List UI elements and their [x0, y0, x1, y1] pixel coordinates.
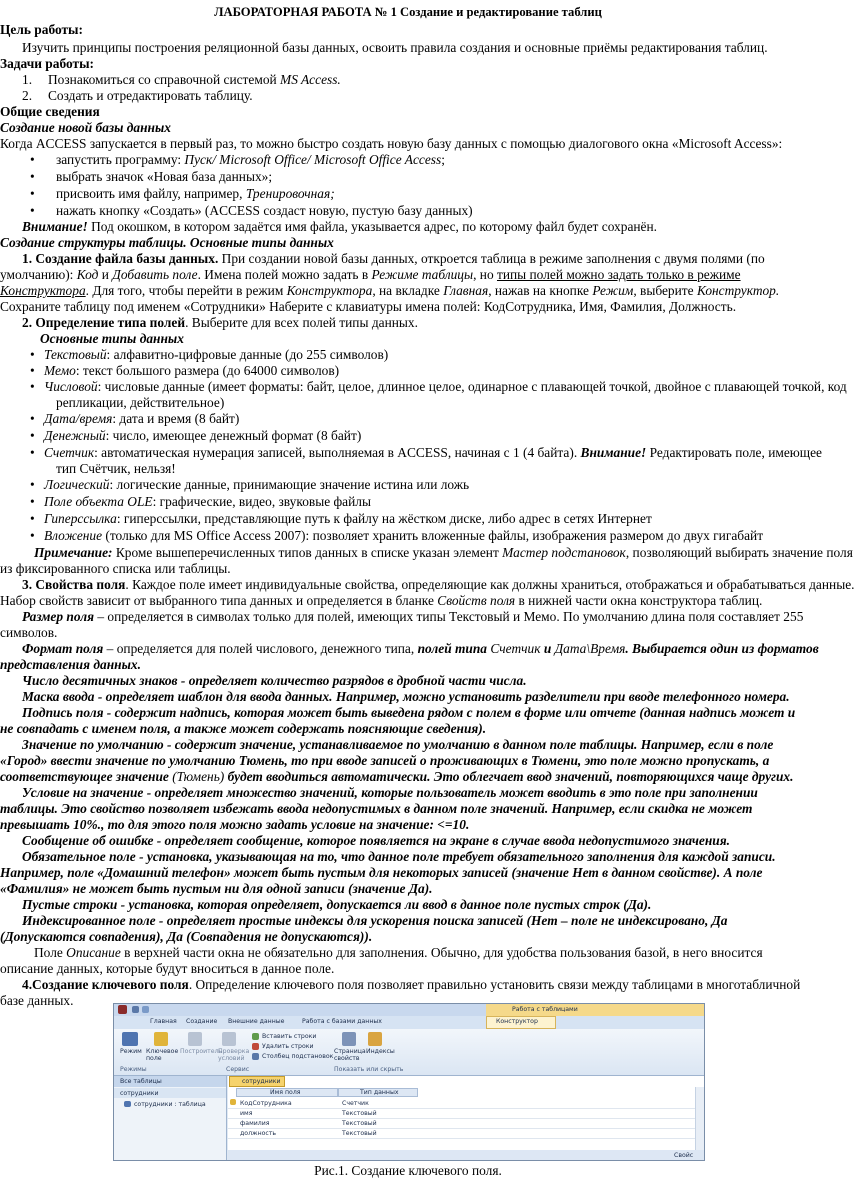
insert-rows-button[interactable]: Вставить строки [262, 1033, 317, 1040]
bullet-icon: • [30, 186, 35, 201]
paragraph: Набор свойств зависит от выбранного типа данных и определяется в бланке Свойств поля в нижней части окна конструктора таблиц. [0, 593, 763, 608]
paragraph: «Город» ввести значение по умолчанию Тюмень, то при вводе записей о проживающих в Тюмени, это поле можно пропускать, а [0, 753, 770, 768]
type-item: Числовой: числовые данные (имеет форматы: байт, целое, длинное целое, одинарное с плавающей точкой, двойное с плавающей точкой, код [44, 379, 847, 394]
delete-rows-icon[interactable] [252, 1043, 259, 1050]
field-type[interactable]: Текстовый [342, 1120, 377, 1127]
task-item: Создать и отредактировать таблицу. [48, 88, 253, 103]
subsection-heading: Создание новой базы данных [0, 120, 171, 135]
property-sheet-icon[interactable] [342, 1032, 356, 1046]
field-name[interactable]: должность [240, 1130, 277, 1137]
paragraph: Поле Описание в верхней части окна не обязательно для заполнения. Обычно, для удобства пользования базой, в него вносится [34, 945, 763, 960]
section-heading: Общие сведения [0, 104, 100, 119]
type-item: Вложение (только для MS Office Access 2007): позволяет хранить вложенные файлы, изображения размером до двух гигабайт [44, 528, 764, 543]
builder-icon[interactable] [188, 1032, 202, 1046]
tab-database-tools[interactable]: Работа с базами данных [302, 1018, 382, 1025]
paragraph: 1. Создание файла базы данных. При создании новой базы данных, откроется таблица в режиме заполнения с двумя полями (по [22, 251, 765, 266]
paragraph: «Фамилия» не может быть пустым ни для одной записи (значение Да). [0, 881, 433, 896]
builder-button[interactable]: Построитель [180, 1048, 223, 1055]
lookup-column-icon[interactable] [252, 1053, 259, 1060]
field-name[interactable]: имя [240, 1110, 253, 1117]
paragraph: 2. Определение типа полей. Выберите для всех полей типы данных. [22, 315, 418, 330]
nav-header-label[interactable]: Все таблицы [120, 1078, 162, 1085]
task-number: 1. [22, 72, 33, 87]
bullet-icon: • [30, 494, 35, 509]
paragraph: базе данных. [0, 993, 74, 1008]
type-item: Денежный: число, имеющее денежный формат (8 байт) [44, 428, 362, 443]
bullet-icon: • [30, 363, 35, 378]
lookup-column-button[interactable]: Столбец подстановок [262, 1053, 334, 1060]
task-number: 2. [22, 88, 33, 103]
remark: Примечание: Кроме вышеперечисленных типов данных в списке указан элемент Мастер подстановок, позволяющий выбирать значение поля [34, 545, 853, 560]
field-name[interactable]: фамилия [240, 1120, 270, 1127]
validate-icon[interactable] [222, 1032, 236, 1046]
list-item: присвоить имя файлу, например, Тренировочная; [56, 186, 335, 201]
list-item: запустить программу: Пуск/ Microsoft Office/ Microsoft Office Access; [56, 152, 445, 167]
goal-text: Изучить принципы построения реляционной базы данных, освоить правила создания и основные приёмы редактирования таблиц. [22, 40, 768, 55]
remark-cont: из фиксированного списка или таблицы. [0, 561, 231, 576]
delete-rows-button[interactable]: Удалить строки [262, 1043, 314, 1050]
paragraph: представления данных. [0, 657, 141, 672]
bullet-icon: • [30, 379, 35, 394]
ribbon-group-label: Показать или скрыть [334, 1066, 404, 1073]
type-item: Дата/время: дата и время (8 байт) [44, 411, 240, 426]
tab-design[interactable]: Конструктор [496, 1018, 538, 1025]
indexes-icon[interactable] [368, 1032, 382, 1046]
page-title: ЛАБОРАТОРНАЯ РАБОТА № 1 Создание и редактирование таблиц [214, 5, 602, 19]
column-header-label: Тип данных [360, 1089, 399, 1096]
bullet-icon: • [30, 477, 35, 492]
field-type[interactable]: Счетчик [342, 1100, 369, 1107]
paragraph: не совпадать с именем поля, а также может содержать поясняющие сведения). [0, 721, 487, 736]
type-item: Текстовый: алфавитно-цифровые данные (до 255 символов) [44, 347, 389, 362]
paragraph: Формат поля – определяется для полей числового, денежного типа, полей типа Счетчик и Дата\Время. Выбирается один из форматов [22, 641, 819, 656]
save-icon[interactable] [132, 1006, 139, 1013]
bullet-icon: • [30, 169, 35, 184]
bullet-icon: • [30, 445, 35, 460]
paragraph: Значение по умолчанию - содержит значение, устанавливаемое по умолчанию в данном поле таблицы. Например, если в поле [22, 737, 774, 752]
paragraph: Размер поля – определяется в символах только для полей, имеющих типы Текстовый и Мемо. По умолчанию длина поля составляет 255 [22, 609, 804, 624]
paragraph: Когда ACCESS запускается в первый раз, то можно быстро создать новую базу данных с помощью диалогового окна «Microsoft Access»: [0, 136, 783, 151]
bullet-icon: • [30, 411, 35, 426]
type-item: Гиперссылка: гиперссылки, представляющие путь к файлу на жёстком диске, либо адрес в сетях Интернет [44, 511, 652, 526]
indexes-button[interactable]: Индексы [366, 1048, 395, 1055]
test-validation-button[interactable]: Проверка условий [218, 1048, 250, 1062]
field-properties-label: Свойс [674, 1152, 694, 1159]
property-sheet-button[interactable]: Страница свойств [334, 1048, 366, 1062]
bullet-icon: • [30, 347, 35, 362]
ribbon-group-label: Сервис [226, 1066, 250, 1073]
undo-icon[interactable] [142, 1006, 149, 1013]
paragraph: описание данных, которые будут вноситься в данное поле. [0, 961, 335, 976]
column-header-label: Имя поля [270, 1089, 301, 1096]
insert-rows-icon[interactable] [252, 1033, 259, 1040]
tasks-heading: Задачи работы: [0, 56, 94, 71]
paragraph: Сообщение об ошибке - определяет сообщение, которое появляется на экране в случае ввода недопустимого значения. [22, 833, 731, 848]
paragraph: Например, поле «Домашний телефон» может быть пустым для некоторых записей (значение Нет в данном свойстве). А поле [0, 865, 763, 880]
paragraph: Подпись поля - содержит надпись, которая может быть выведена рядом с полем в форме или отчете (данная надпись может и [22, 705, 796, 720]
type-item-cont: тип Счётчик, нельзя! [56, 461, 176, 476]
type-item: Поле объекта OLE: графические, видео, звуковые файлы [44, 494, 371, 509]
key-icon[interactable] [154, 1032, 168, 1046]
paragraph: Обязательное поле - установка, указывающая на то, что данное поле требует обязательного заполнения для каждой записи. [22, 849, 776, 864]
nav-item-table[interactable]: сотрудники : таблица [134, 1101, 206, 1108]
bullet-icon: • [30, 203, 35, 218]
document-tab-label[interactable]: сотрудники [242, 1078, 281, 1085]
goal-heading: Цель работы: [0, 22, 83, 37]
types-heading: Основные типы данных [40, 331, 184, 346]
field-type[interactable]: Текстовый [342, 1110, 377, 1117]
figure-caption: Рис.1. Создание ключевого поля. [314, 1163, 502, 1178]
window-title: Работа с таблицами [512, 1006, 578, 1013]
type-item-cont: репликации, действительное) [56, 395, 225, 410]
paragraph: превышать 10%., то для этого поля можно задать условие на значение: <=10. [0, 817, 470, 832]
list-item: выбрать значок «Новая база данных»; [56, 169, 273, 184]
paragraph: символов. [0, 625, 58, 640]
paragraph: умолчанию): Код и Добавить поле. Имена полей можно задать в Режиме таблицы, но типы полей можно задать только в режиме [0, 267, 741, 282]
paragraph: (Допускаются совпадения), Да (Совпадения не допускаются)). [0, 929, 373, 944]
paragraph: Условие на значение - определяет множество значений, которые пользователь может вводить в это поле при заполнении [22, 785, 758, 800]
note: Внимание! Под окошком, в котором задаётся имя файла, указывается адрес, по которому файл будет сохранён. [22, 219, 658, 234]
subsection-heading: Создание структуры таблицы. Основные типы данных [0, 235, 334, 250]
view-mode-button[interactable]: Режим [120, 1048, 142, 1055]
type-item: Мемо: текст большого размера (до 64000 символов) [44, 363, 340, 378]
type-item: Логический: логические данные, принимающие значение истина или ложь [44, 477, 470, 492]
key-icon [230, 1099, 236, 1105]
paragraph: Число десятичных знаков - определяет количество разрядов в дробной части числа. [22, 673, 527, 688]
ribbon-group-label: Режимы [120, 1066, 147, 1073]
paragraph: Маска ввода - определяет шаблон для ввода данных. Например, можно установить разделители при вводе телефонного номера. [22, 689, 790, 704]
type-item: Счетчик: автоматическая нумерация записей, выполняемая в ACCESS, начиная с 1 (4 байта). Внимание! Редактировать поле, имеющее [44, 445, 822, 460]
table-row[interactable] [228, 1128, 698, 1139]
field-properties-header [228, 1150, 704, 1160]
bullet-icon: • [30, 428, 35, 443]
paragraph: Конструктора. Для того, чтобы перейти в режим Конструктора, на вкладке Главная, нажав на кнопке Режим, выберите Конструктор. [0, 283, 780, 298]
tab-home[interactable]: Главная [150, 1018, 177, 1025]
field-name[interactable]: КодСотрудника [240, 1100, 292, 1107]
bullet-icon: • [30, 511, 35, 526]
bullet-icon: • [30, 152, 35, 167]
paragraph: Пустые строки - установка, которая определяет, допускается ли ввод в данное поле пустых строк (Да). [22, 897, 652, 912]
field-type[interactable]: Текстовый [342, 1130, 377, 1137]
nav-group-label[interactable]: сотрудники [120, 1090, 159, 1097]
paragraph: 3. Свойства поля. Каждое поле имеет индивидуальные свойства, определяющие как должны храниться, отображаться и обрабатываться данные. [22, 577, 855, 592]
paragraph: 4.Создание ключевого поля. Определение ключевого поля позволяет правильно установить связи между таблицами в многотабличной [22, 977, 801, 992]
tab-create[interactable]: Создание [186, 1018, 218, 1025]
access-logo-icon [118, 1005, 127, 1014]
paragraph: Сохраните таблицу под именем «Сотрудники» Наберите с клавиатуры имена полей: КодСотрудника, Имя, Фамилия, Должность. [0, 299, 737, 314]
tab-external-data[interactable]: Внешние данные [228, 1018, 285, 1025]
list-item: нажать кнопку «Создать» (ACCESS создаст новую, пустую базу данных) [56, 203, 473, 218]
paragraph: таблицы. Это свойство позволяет избежать ввода недопустимых в данном поле значений. Например, если скидка не может [0, 801, 753, 816]
paragraph: Индексированное поле - определяет простые индексы для ускорения поиска записей (Нет – поле не индексировано, Да [22, 913, 728, 928]
primary-key-button[interactable]: Ключевое поле [146, 1048, 179, 1062]
task-item: Познакомиться со справочной системой MS Access. [48, 72, 341, 87]
paragraph: соответствующее значение (Тюмень) будет вводиться автоматически. Это облегчает ввод значений, повторяющихся чаще других. [0, 769, 794, 784]
bullet-icon: • [30, 528, 35, 543]
table-icon [124, 1101, 131, 1107]
access-screenshot [113, 1003, 705, 1161]
view-mode-icon[interactable] [122, 1032, 138, 1046]
